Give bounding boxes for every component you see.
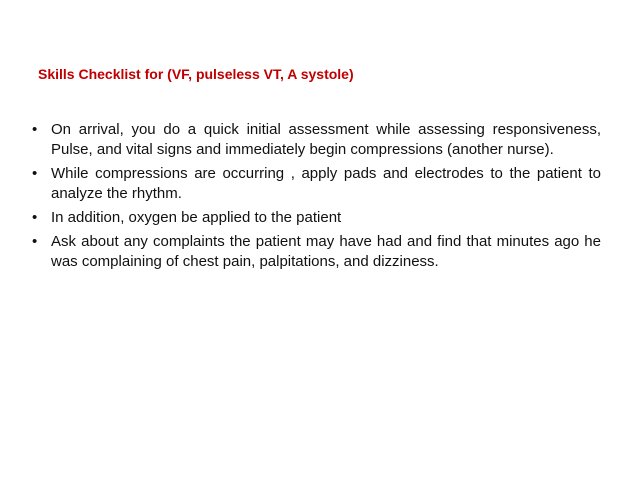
bullet-marker: • — [32, 165, 38, 182]
bullet-text: On arrival, you do a quick initial assessment while assessing responsiveness, Pulse, and vital signs and immediately begin compressions (another nurse). — [51, 121, 601, 158]
bullet-text: While compressions are occurring , apply pads and electrodes to the patient to analyze the rhythm. — [51, 165, 601, 202]
bullet-text: Ask about any complaints the patient may have had and find that minutes ago he was complaining of chest pain, palpitations, and dizziness. — [51, 233, 601, 270]
slide-title: Skills Checklist for (VF, pulseless VT, A systole) — [38, 66, 354, 82]
bullet-list — [31, 120, 601, 276]
bullet-marker: • — [32, 233, 38, 250]
bullet-item-compressions — [31, 164, 601, 204]
bullet-item-complaints — [31, 232, 601, 272]
bullet-item-arrival — [31, 120, 601, 160]
bullet-marker: • — [32, 121, 38, 138]
bullet-text: In addition, oxygen be applied to the patient — [51, 209, 342, 226]
bullet-item-oxygen — [31, 208, 601, 228]
bullet-marker: • — [32, 209, 38, 226]
